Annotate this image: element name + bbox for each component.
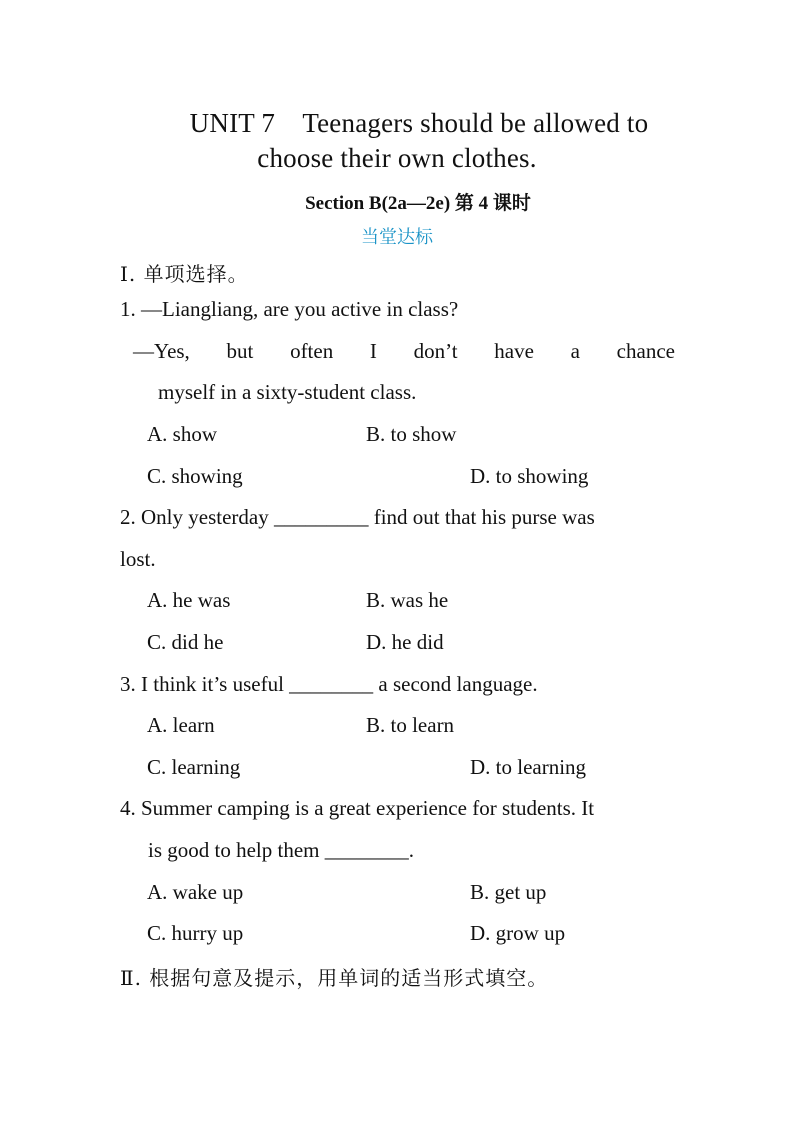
q1-answer-word: but [226, 339, 254, 363]
q1-option-a: A. show [147, 422, 218, 446]
q1-answer-continued: myself in a sixty-student class. [158, 380, 417, 404]
q3-stem: 3. I think it’s useful ________ a second language. [120, 672, 538, 696]
part2-heading: Ⅱ. 根据句意及提示，用单词的适当形式填空。 [120, 966, 549, 990]
q1-option-d: D. to showing [470, 464, 589, 488]
q1-answer-word: don’t [413, 339, 458, 363]
q4-option-a: A. wake up [147, 880, 244, 904]
q1-stem: 1. —Liangliang, are you active in class? [120, 297, 459, 321]
subtitle: 当堂达标 [361, 227, 433, 248]
q4-stem-line-1: 4. Summer camping is a great experience for students. It [120, 796, 595, 820]
q1-answer-word: often [290, 339, 334, 363]
q4-stem-line-2: is good to help them ________. [148, 838, 414, 862]
q3-option-c: C. learning [147, 755, 241, 779]
unit-title-line-2: choose their own clothes. [257, 143, 537, 173]
q4-option-c: C. hurry up [147, 921, 244, 945]
q1-answer-line [133, 339, 675, 364]
q3-option-a: A. learn [147, 713, 215, 737]
q1-answer-word: I [369, 339, 377, 363]
q1-answer-word: —Yes, [133, 339, 190, 363]
q1-answer-word: a [570, 339, 580, 363]
q2-stem-line-2: lost. [120, 547, 156, 571]
q4-option-d: D. grow up [470, 921, 566, 945]
q1-answer-word: have [494, 339, 534, 363]
q3-option-b: B. to learn [366, 713, 455, 737]
q4-option-b: B. get up [470, 880, 547, 904]
q2-option-a: A. he was [147, 588, 231, 612]
q2-option-b: B. was he [366, 588, 449, 612]
q3-option-d: D. to learning [470, 755, 587, 779]
q2-stem-line-1: 2. Only yesterday _________ find out that his purse was [120, 505, 595, 529]
q1-option-b: B. to show [366, 422, 457, 446]
q1-answer-word: chance [616, 339, 675, 363]
q2-option-d: D. he did [366, 630, 444, 654]
part1-heading: Ⅰ. 单项选择。 [120, 262, 249, 286]
q2-option-c: C. did he [147, 630, 224, 654]
unit-title-line-1: UNIT 7 Teenagers should be allowed to [189, 108, 649, 138]
section-title: Section B(2a—2e) 第 4 课时 [305, 193, 531, 214]
q1-option-c: C. showing [147, 464, 243, 488]
